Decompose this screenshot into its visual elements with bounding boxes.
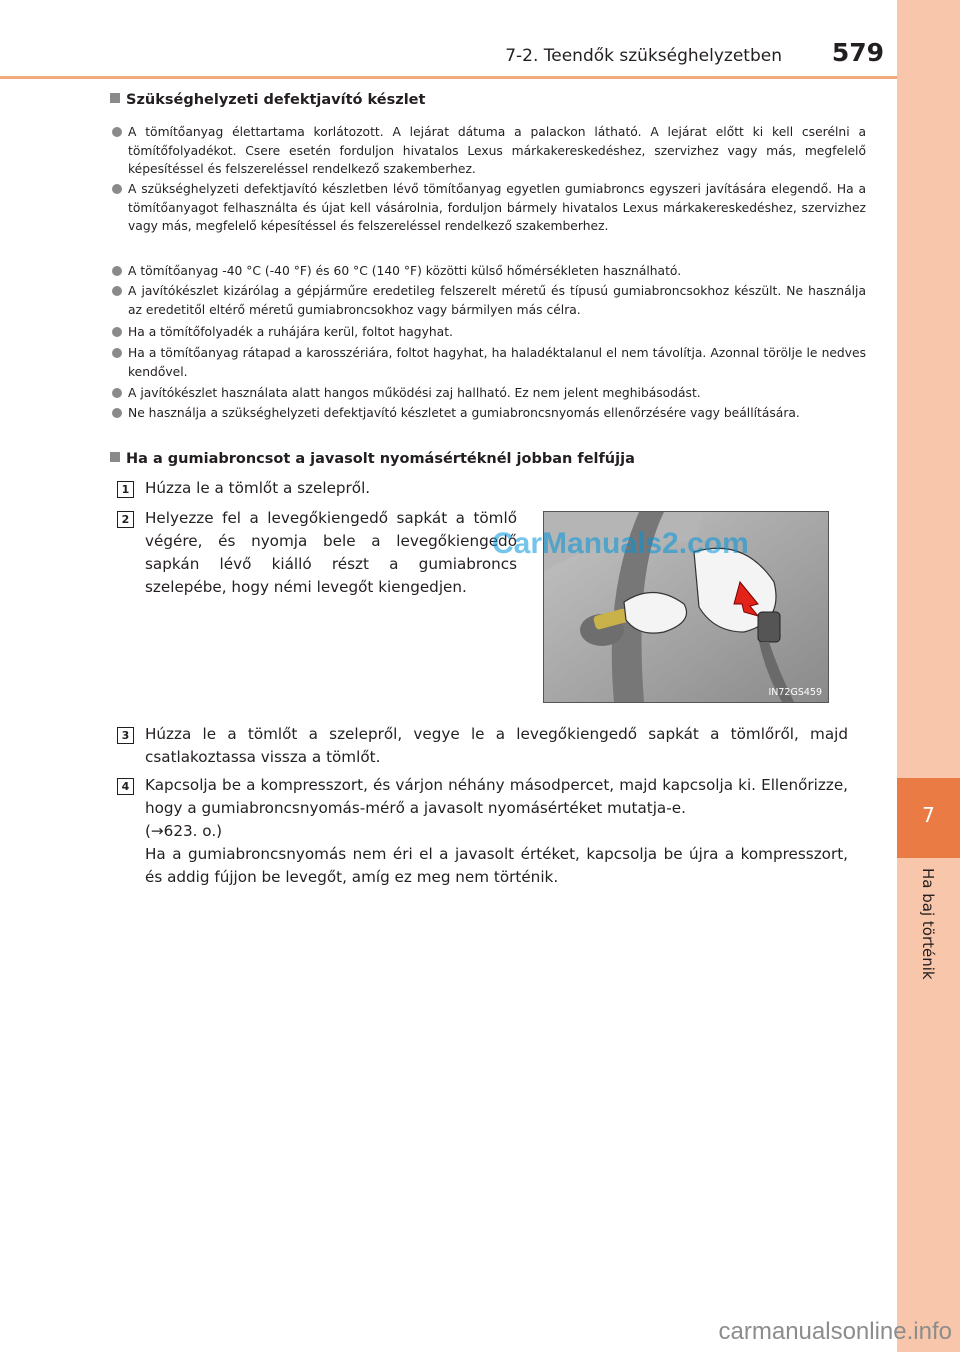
chapter-label	[900, 868, 956, 1002]
bullet-dot-icon	[112, 286, 122, 296]
bullet-dot-icon	[112, 348, 122, 358]
section-title-overinflated: Ha a gumiabroncsot a javasolt nyomásértéknél jobban felfújja	[110, 451, 635, 467]
page-number: 579	[831, 38, 884, 67]
bullet-item: Ha a tömítőanyag rátapad a karosszériára, foltot hagyhat, ha haladéktalanul el nem távolítja. Azonnal törölje le nedves kendővel.	[110, 344, 866, 381]
bullet-item: A javítókészlet használata alatt hangos működési zaj hallható. Ez nem jelent meghibásodást.	[110, 384, 866, 403]
section-title-emergency-kit: Szükséghelyzeti defektjavító készlet	[110, 92, 425, 108]
step-4-extra: Ha a gumiabroncsnyomás nem éri el a javasolt értéket, kapcsolja be újra a kompresszort, és addig fújjon be levegőt, amíg ez meg nem történik.	[145, 845, 848, 886]
chapter-tab: 7	[897, 778, 960, 858]
side-band	[897, 0, 960, 1352]
bullet-dot-icon	[112, 388, 122, 398]
bullet-dot-icon	[112, 266, 122, 276]
step-text-4	[145, 774, 848, 889]
bullet-item: A tömítőanyag élettartama korlátozott. A lejárat dátuma a palackon látható. A lejárat előtt ki kell cserélni a tömítőfolyadékot. Csere esetén forduljon hivatalos Lexus márkakereskedéshez, szervizhez vagy más, megfelelő képesítéssel és felszereléssel rendelkező szakemberhez.	[110, 123, 866, 179]
footer-watermark: carmanualsonline.info	[718, 1318, 952, 1345]
step-text-2: Helyezze fel a levegőkiengedő sapkát a tömlő végére, és nyomja bele a levegőkiengedő sapkán lévő kiálló részt a gumiabroncs szelepébe, hogy némi levegőt kiengedjen.	[145, 509, 517, 596]
header-rule	[0, 76, 897, 79]
page-reference: (→623. o.)	[145, 822, 223, 840]
bullet-item: Ne használja a szükséghelyzeti defektjavító készletet a gumiabroncsnyomás ellenőrzésére vagy beállítására.	[110, 404, 866, 423]
step-4-main: Kapcsolja be a kompresszort, és várjon néhány másodpercet, majd kapcsolja ki. Ellenőrizze, hogy a gumiabroncsnyomás-mérő a javasolt nyomásértéket mutatja-e.	[145, 776, 848, 817]
bullet-dot-icon	[112, 327, 122, 337]
bullet-dot-icon	[112, 184, 122, 194]
bullet-dot-icon	[112, 127, 122, 137]
square-bullet-icon	[110, 93, 120, 103]
square-bullet-icon	[110, 452, 120, 462]
step-number-1: 1	[117, 481, 134, 498]
figure-code: IN72GS459	[768, 687, 822, 698]
step-text-1: Húzza le a tömlőt a szelepről.	[145, 479, 371, 497]
step-number-3: 3	[117, 727, 134, 744]
bullet-item: A szükséghelyzeti defektjavító készletben lévő tömítőanyag egyetlen gumiabroncs egyszeri javítására elegendő. Ha a tömítőanyagot felhasználta és újat kell vásárolnia, forduljon bármely hivatalos Lexus márkakereskedéshez, szervizhez vagy más, megfelelő képesítéssel és felszereléssel rendelkező szakemberhez.	[110, 180, 866, 236]
header-section-title: 7-2. Teendők szükséghelyzetben	[505, 46, 782, 66]
step-text-3: Húzza le a tömlőt a szelepről, vegye le a levegőkiengedő sapkát a tömlőről, majd csatlakoztassa vissza a tömlőt.	[145, 725, 848, 766]
chapter-label-text: Ha baj történik	[919, 868, 937, 980]
bullet-item: A javítókészlet kizárólag a gépjárműre eredetileg felszerelt méretű és típusú gumiabroncsokhoz készült. Ne használja az eredetitől eltérő méretű gumiabroncsokhoz vagy bármilyen más célra.	[110, 282, 866, 319]
bullet-item: A tömítőanyag -40 °C (-40 °F) és 60 °C (140 °F) közötti külső hőmérsékleten használható.	[110, 262, 866, 281]
brand-watermark: CarManuals2.com	[492, 527, 749, 560]
step-number-2: 2	[117, 511, 134, 528]
bullet-dot-icon	[112, 408, 122, 418]
bullet-item: Ha a tömítőfolyadék a ruhájára kerül, foltot hagyhat.	[110, 323, 866, 342]
step-number-4: 4	[117, 778, 134, 795]
